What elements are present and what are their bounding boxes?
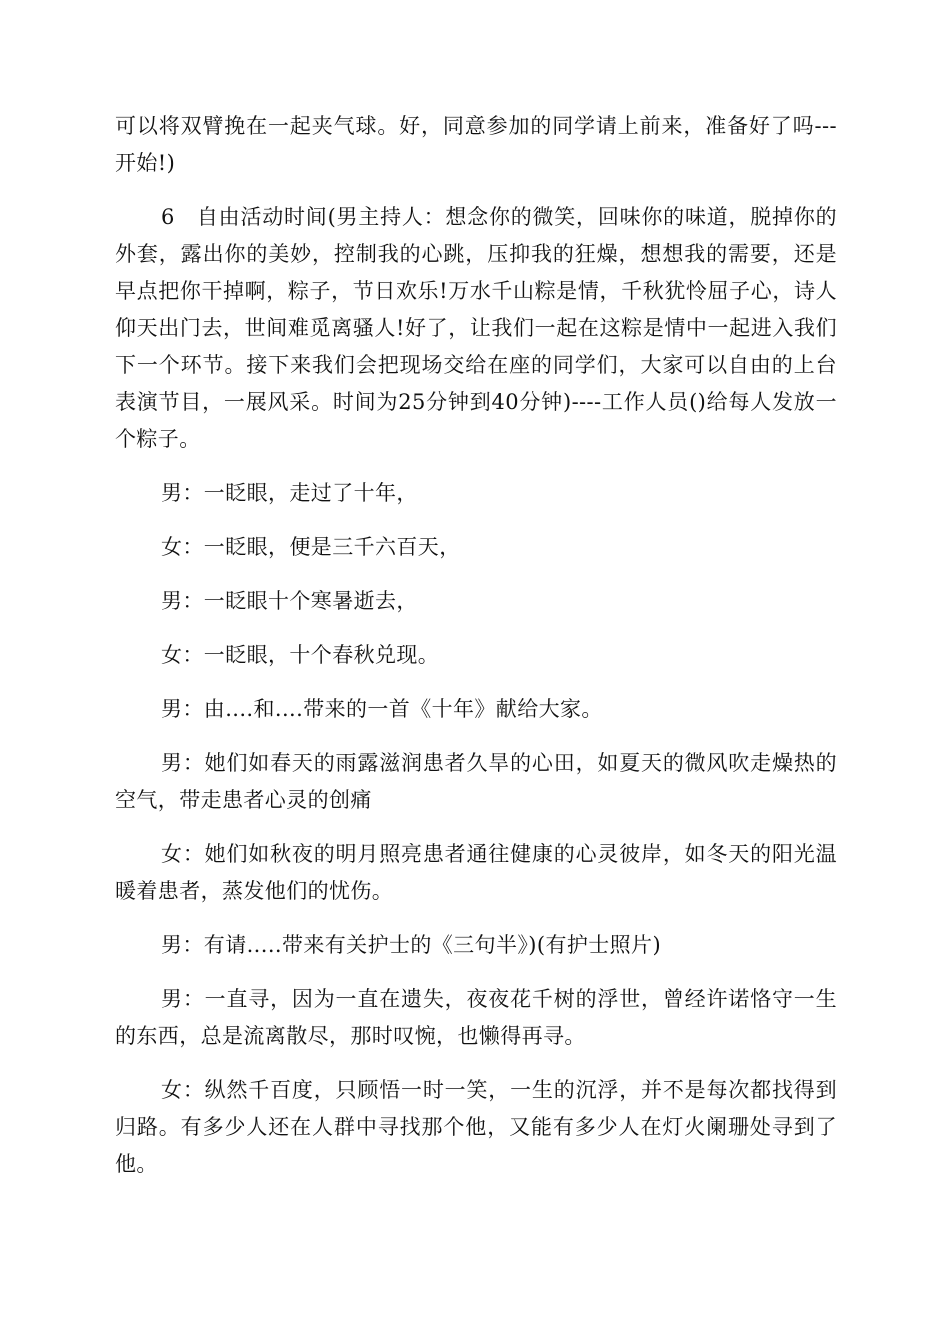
dialogue-line: 女：一眨眼，十个春秋兑现。 — [161, 643, 440, 667]
document-page — [115, 108, 837, 1200]
dialogue-line: 男：一眨眼十个寒暑逝去， — [161, 589, 418, 613]
dialogue-line: 男：她们如春天的雨露滋润患者久旱的心田，如夏天的微风吹走燥热的空气，带走患者心灵的创痛 — [115, 751, 837, 812]
dialogue-line: 男：一眨眼，走过了十年， — [161, 481, 418, 505]
dialogue-line: 男：由....和....带来的一首《十年》献给大家。 — [161, 697, 603, 721]
dialogue-line: 女：纵然千百度，只顾悟一时一笑，一生的沉浮，并不是每次都找得到归路。有多少人还在人群中寻找那个他，又能有多少人在灯火阑珊处寻到了他。 — [115, 1078, 837, 1176]
paragraph-free-activity: 6 自由活动时间(男主持人：想念你的微笑，回味你的味道，脱掉你的外套，露出你的美妙，控制我的心跳，压抑我的狂燥，想想我的需要，还是早点把你干掉啊，粽子，节日欢乐!万水千山粽是情，千秋犹怜屈子心，诗人仰天出门去，世间难觅离骚人!好了，让我们一起在这粽是情中一起进入我们下一个环节。接下来我们会把现场交给在座的同学们，大家可以自由的上台表演节目，一展风采。时间为25分钟到40分钟)----工作人员()给每人发放一个粽子。 — [115, 205, 837, 451]
dialogue-line: 女：她们如秋夜的明月照亮患者通往健康的心灵彼岸，如冬天的阳光温暖着患者，蒸发他们的忧伤。 — [115, 842, 837, 903]
dialogue-line: 男：有请.....带来有关护士的《三句半》)(有护士照片) — [161, 933, 662, 957]
paragraph-continuation: 可以将双臂挽在一起夹气球。好，同意参加的同学请上前来，准备好了吗---开始!) — [115, 114, 837, 175]
dialogue-line: 男：一直寻，因为一直在遗失，夜夜花千树的浮世，曾经许诺恪守一生的东西，总是流离散尽，那时叹惋，也懒得再寻。 — [115, 987, 837, 1048]
dialogue-line: 女：一眨眼，便是三千六百天， — [161, 535, 461, 559]
